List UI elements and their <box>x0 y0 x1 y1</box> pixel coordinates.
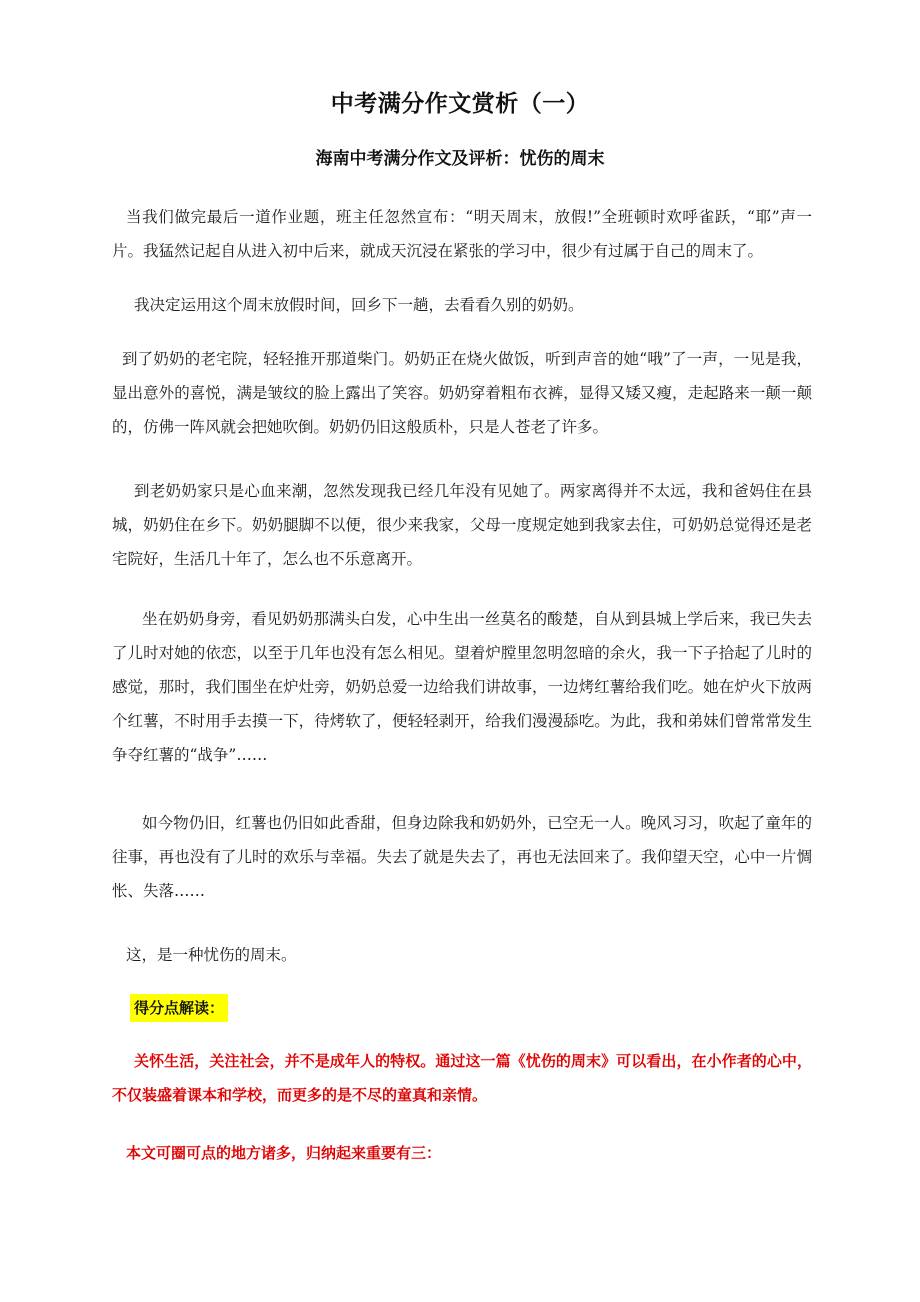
document-subtitle: 海南中考满分作文及评析：忧伤的周末 <box>315 149 605 169</box>
paragraph-6: 如今物仍旧，红薯也仍旧如此香甜，但身边除我和奶奶外，已空无一人。晚风习习，吹起了童年的往事，再也没有了儿时的欢乐与幸福。失去了就是失去了，再也无法回来了。我仰望天空，心中一片惆怅、失落…… <box>112 814 812 900</box>
paragraph-5: 坐在奶奶身旁，看见奶奶那满头白发，心中生出一丝莫名的酸楚，自从到县城上学后来，我已失去了儿时对她的依恋，以至于几年也没有怎么相见。望着炉膛里忽明忽暗的余火，我一下子拾起了儿时的感觉，那时，我们围坐在炉灶旁，奶奶总爱一边给我们讲故事，一边烤红薯给我们吃。她在炉火下放两个红薯，不时用手去摸一下，待烤软了，便轻轻剥开，给我们漫漫舔吃。为此，我和弟妹们曾常常发生争夺红薯的“战争”…… <box>112 610 812 764</box>
paragraph-4: 到老奶奶家只是心血来潮，忽然发现我已经几年没有见她了。两家离得并不太远，我和爸妈住在县城，奶奶住在乡下。奶奶腿脚不以便，很少来我家，父母一度规定她到我家去住，可奶奶总觉得还是老宅院好，生活几十年了，怎么也不乐意离开。 <box>112 482 812 568</box>
paragraph-3: 到了奶奶的老宅院，轻轻推开那道柴门。奶奶正在烧火做饭，听到声音的她“哦”了一声，一见是我，显出意外的喜悦，满是皱纹的脸上露出了笑容。奶奶穿着粗布衣裤，显得又矮又瘦，走起路来一颠一颠的，仿佛一阵风就会把她吹倒。奶奶仍旧这般质朴，只是人苍老了许多。 <box>112 350 812 436</box>
paragraph-2: 我决定运用这个周末放假时间，回乡下一趟，去看看久别的奶奶。 <box>134 296 584 314</box>
document-title: 中考满分作文赏析（一） <box>330 91 590 117</box>
analysis-paragraph: 关怀生活，关注社会，并不是成年人的特权。通过这一篇《忧伤的周末》可以看出，在小作者的心中，不仅装盛着课本和学校，而更多的是不尽的童真和亲情。 <box>112 1052 812 1104</box>
paragraph-7: 这，是一种忧伤的周末。 <box>126 946 297 964</box>
analysis-heading: 得分点解读： <box>130 994 228 1022</box>
paragraph-1: 当我们做完最后一道作业题，班主任忽然宣布：“明天周末，放假!”全班顿时欢呼雀跃，“耶”声一片。我猛然记起自从进入初中后来，就成天沉浸在紧张的学习中，很少有过属于自己的周末了。 <box>112 208 812 260</box>
summary-line: 本文可圈可点的地方诸多，归纳起来重要有三： <box>126 1144 442 1162</box>
